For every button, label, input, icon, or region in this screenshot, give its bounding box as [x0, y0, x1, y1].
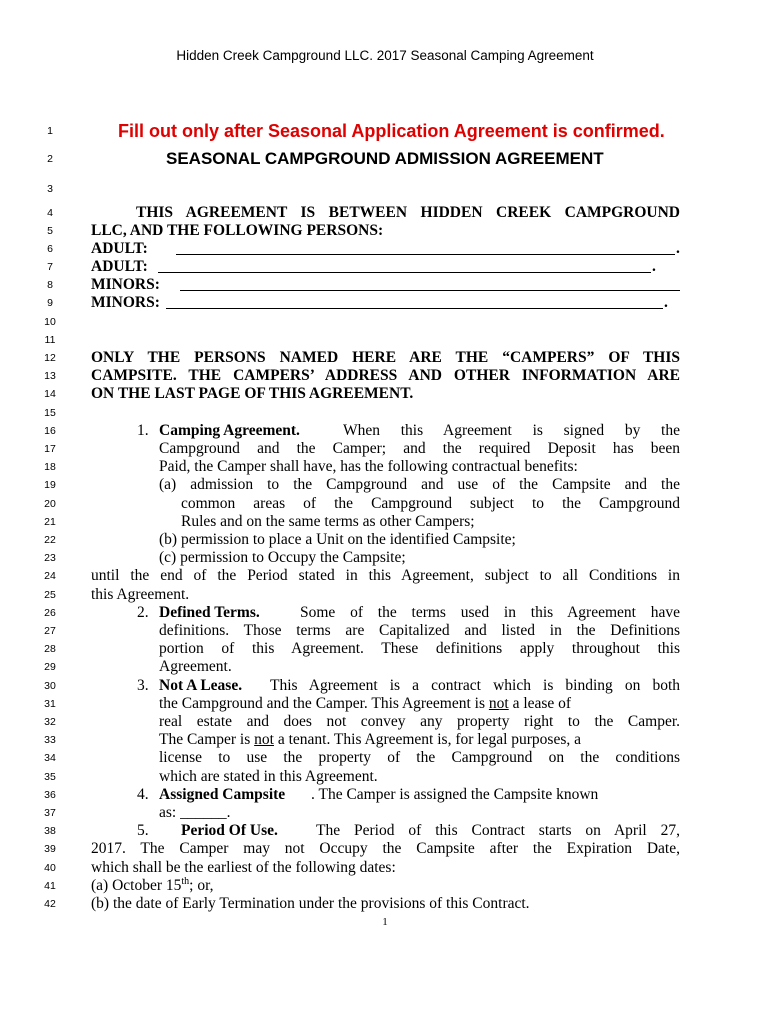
- adult-1-period: .: [676, 240, 680, 257]
- minors-2-period: .: [664, 294, 668, 311]
- line-number: 34: [44, 752, 56, 764]
- section-3-line-2: the Campground and the Camper. This Agreement is not a lease of: [159, 695, 572, 712]
- line-number: 7: [47, 261, 53, 273]
- section-1-until-line-1: until the end of the Period stated in this Agreement, subject to all Conditions in: [91, 567, 680, 584]
- section-1-b: (b) permission to place a Unit on the identified Campsite;: [159, 531, 516, 548]
- line-number: 2: [47, 153, 53, 165]
- section-5-option-b: (b) the date of Early Termination under the provisions of this Contract.: [91, 895, 530, 912]
- line-number: 6: [47, 243, 53, 255]
- line-number: 5: [47, 225, 53, 237]
- line-number: 10: [44, 316, 56, 328]
- section-5-option-a: (a) October 15th; or,: [91, 875, 214, 894]
- line-number: 20: [44, 498, 56, 510]
- section-4-line-2: as: ______.: [159, 804, 231, 821]
- section-5-line-1: The Period of this Contract starts on April 27,: [316, 822, 680, 839]
- section-2-line-1: Some of the terms used in this Agreement have: [300, 604, 680, 621]
- line-number: 31: [44, 698, 56, 710]
- line-number: 13: [44, 370, 56, 382]
- section-2-heading: Defined Terms.: [159, 604, 260, 621]
- line-number: 1: [47, 125, 53, 137]
- line-number: 17: [44, 443, 56, 455]
- section-3-heading: Not A Lease.: [159, 677, 243, 694]
- line-number: 39: [44, 843, 56, 855]
- section-4-heading: Assigned Campsite: [159, 786, 286, 803]
- fill-out-notice: Fill out only after Seasonal Application Agreement is confirmed.: [118, 121, 665, 141]
- section-2-number: 2.: [137, 604, 149, 621]
- section-3-line-4: The Camper is not a tenant. This Agreement is, for legal purposes, a: [159, 731, 582, 748]
- line-number: 42: [44, 898, 56, 910]
- line-number: 8: [47, 279, 53, 291]
- line-number: 35: [44, 771, 56, 783]
- line-number: 26: [44, 607, 56, 619]
- line-number: 25: [44, 589, 56, 601]
- line-number: 38: [44, 825, 56, 837]
- adult-label-2: ADULT:: [91, 258, 148, 275]
- line-number: 3: [47, 183, 53, 195]
- line-number: 32: [44, 716, 56, 728]
- adult-2-period: .: [652, 258, 656, 275]
- minors-1-field[interactable]: [180, 276, 680, 291]
- section-3-line-6: which are stated in this Agreement.: [159, 768, 378, 785]
- section-1-heading: Camping Agreement.: [159, 422, 300, 439]
- agreement-title: SEASONAL CAMPGROUND ADMISSION AGREEMENT: [166, 149, 604, 168]
- section-5-heading: Period Of Use.: [181, 822, 278, 839]
- section-1-line-2: Campground and the Camper; and the required Deposit has been: [159, 440, 680, 457]
- line-number: 30: [44, 680, 56, 692]
- line-number: 4: [47, 207, 53, 219]
- section-1-a-line-1: (a) admission to the Campground and use of the Campsite and the: [159, 476, 680, 493]
- adult-1-field[interactable]: [176, 240, 675, 255]
- section-3-line-5: license to use the property of the Campground on the conditions: [159, 749, 680, 766]
- parties-line-1: THIS AGREEMENT IS BETWEEN HIDDEN CREEK CAMPGROUND: [136, 204, 680, 221]
- section-3-line-3: real estate and does not convey any property right to the Camper.: [159, 713, 680, 730]
- minors-2-field[interactable]: [166, 294, 663, 309]
- section-5-line-2: 2017. The Camper may not Occupy the Campsite after the Expiration Date,: [91, 840, 680, 857]
- page-number: 1: [382, 916, 388, 928]
- section-3-number: 3.: [137, 677, 149, 694]
- line-number: 21: [44, 516, 56, 528]
- section-1-c: (c) permission to Occupy the Campsite;: [159, 549, 406, 566]
- section-1-a-line-3: Rules and on the same terms as other Campers;: [181, 513, 475, 530]
- only-persons-line-2: CAMPSITE. THE CAMPERS’ ADDRESS AND OTHER INFORMATION ARE: [91, 367, 680, 384]
- line-number: 14: [44, 388, 56, 400]
- line-number: 15: [44, 407, 56, 419]
- adult-label-1: ADULT:: [91, 240, 148, 257]
- line-number: 18: [44, 461, 56, 473]
- line-number: 19: [44, 479, 56, 491]
- line-number: 36: [44, 789, 56, 801]
- section-1-until-line-2: this Agreement.: [91, 586, 190, 603]
- section-5-number: 5.: [137, 822, 149, 839]
- line-number: 29: [44, 661, 56, 673]
- section-3-line-1: This Agreement is a contract which is binding on both: [270, 677, 680, 694]
- section-1-number: 1.: [137, 422, 149, 439]
- section-2-line-3: portion of this Agreement. These definitions apply throughout this: [159, 640, 680, 657]
- section-1-a-line-2: common areas of the Campground subject to the Campground: [181, 495, 680, 512]
- line-number: 23: [44, 552, 56, 564]
- line-number: 22: [44, 534, 56, 546]
- parties-line-2: LLC, AND THE FOLLOWING PERSONS:: [91, 222, 384, 239]
- page-header: Hidden Creek Campground LLC. 2017 Seasonal Camping Agreement: [176, 48, 594, 63]
- line-number: 9: [47, 297, 53, 309]
- line-number: 41: [44, 880, 56, 892]
- adult-2-field[interactable]: [158, 258, 651, 273]
- line-number: 16: [44, 425, 56, 437]
- line-number: 33: [44, 734, 56, 746]
- section-5-line-3: which shall be the earliest of the following dates:: [91, 859, 396, 876]
- section-2-line-4: Agreement.: [159, 658, 232, 675]
- section-2-line-2: definitions. Those terms are Capitalized and listed in the Definitions: [159, 622, 680, 639]
- line-number: 27: [44, 625, 56, 637]
- line-number: 11: [44, 334, 56, 346]
- section-4-line-1: . The Camper is assigned the Campsite known: [311, 786, 599, 803]
- only-persons-line-3: ON THE LAST PAGE OF THIS AGREEMENT.: [91, 385, 414, 402]
- minors-label-1: MINORS:: [91, 276, 160, 293]
- section-4-number: 4.: [137, 786, 149, 803]
- line-number: 40: [44, 862, 56, 874]
- only-persons-line-1: ONLY THE PERSONS NAMED HERE ARE THE “CAMPERS” OF THIS: [91, 349, 680, 366]
- section-1-line-1: When this Agreement is signed by the: [343, 422, 680, 439]
- line-number: 12: [44, 352, 56, 364]
- line-number: 28: [44, 643, 56, 655]
- line-number: 24: [44, 570, 56, 582]
- line-number: 37: [44, 807, 56, 819]
- section-1-line-3: Paid, the Camper shall have, has the following contractual benefits:: [159, 458, 578, 475]
- minors-label-2: MINORS:: [91, 294, 160, 311]
